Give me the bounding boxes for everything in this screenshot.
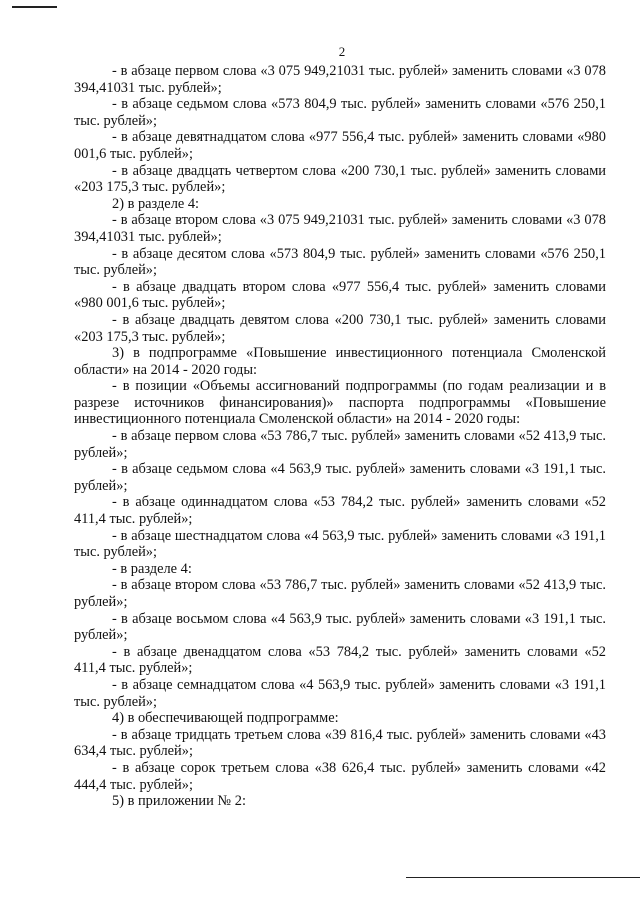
paragraph: - в абзаце тридцать третьем слова «39 816,4 тыс. рублей» заменить словами «43 634,4 тыс. рублей»; bbox=[74, 726, 606, 760]
paragraph: - в абзаце двадцать четвертом слова «200 730,1 тыс. рублей» заменить словами «203 175,3 тыс. рублей»; bbox=[74, 162, 606, 196]
paragraph: 5) в приложении № 2: bbox=[112, 793, 246, 810]
paragraph: - в абзаце сорок третьем слова «38 626,4 тыс. рублей» заменить словами «42 444,4 тыс. рублей»; bbox=[74, 759, 606, 793]
paragraph: - в абзаце седьмом слова «4 563,9 тыс. рублей» заменить словами «3 191,1 тыс. рублей»; bbox=[74, 461, 606, 494]
paragraph: - в абзаце первом слова «53 786,7 тыс. рублей» заменить словами «52 413,9 тыс. рублей»; bbox=[74, 428, 606, 461]
paragraph: - в абзаце одиннадцатом слова «53 784,2 тыс. рублей» заменить словами «52 411,4 тыс. рублей»; bbox=[74, 494, 606, 528]
document-body bbox=[74, 63, 606, 810]
paragraph: - в абзаце двадцать втором слова «977 556,4 тыс. рублей» заменить словами «980 001,6 тыс. рублей»; bbox=[74, 278, 606, 312]
paragraph: - в абзаце девятнадцатом слова «977 556,4 тыс. рублей» заменить словами «980 001,6 тыс. рублей»; bbox=[74, 129, 606, 162]
paragraph: - в абзаце двенадцатом слова «53 784,2 тыс. рублей» заменить словами «52 411,4 тыс. рублей»; bbox=[74, 643, 606, 677]
bottom-rule bbox=[406, 877, 640, 878]
page-number: 2 bbox=[338, 44, 346, 59]
paragraph: - в абзаце шестнадцатом слова «4 563,9 тыс. рублей» заменить словами «3 191,1 тыс. рублей»; bbox=[74, 527, 606, 561]
paragraph: - в разделе 4: bbox=[112, 560, 192, 577]
paragraph: 4) в обеспечивающей подпрограмме: bbox=[112, 710, 339, 727]
paragraph: - в абзаце втором слова «3 075 949,21031 тыс. рублей» заменить словами «3 078 394,41031 тыс. рублей»; bbox=[74, 212, 606, 245]
paragraph: - в абзаце двадцать девятом слова «200 730,1 тыс. рублей» заменить словами «203 175,3 тыс. рублей»; bbox=[74, 311, 606, 345]
paragraph: - в абзаце втором слова «53 786,7 тыс. рублей» заменить словами «52 413,9 тыс. рублей»; bbox=[74, 577, 606, 610]
paragraph: - в абзаце восьмом слова «4 563,9 тыс. рублей» заменить словами «3 191,1 тыс. рублей»; bbox=[74, 610, 606, 644]
paragraph: - в абзаце семнадцатом слова «4 563,9 тыс. рублей» заменить словами «3 191,1 тыс. рублей»; bbox=[74, 676, 606, 710]
paragraph: 3) в подпрограмме «Повышение инвестиционного потенциала Смоленской области» на 2014 - 2020 годы: bbox=[74, 345, 606, 378]
paragraph: - в абзаце первом слова «3 075 949,21031 тыс. рублей» заменить словами «3 078 394,41031 тыс. рублей»; bbox=[74, 63, 606, 96]
paragraph: 2) в разделе 4: bbox=[112, 195, 200, 212]
top-rule bbox=[12, 6, 57, 8]
paragraph: - в позиции «Объемы ассигнований подпрограммы (по годам реализации и в разрезе источников финансирования)» паспорта подпрограммы «Повышение инвестиционного потенциала Смоленской области» на 2014 - 2020 годы: bbox=[74, 378, 606, 428]
paragraph: - в абзаце седьмом слова «573 804,9 тыс. рублей» заменить словами «576 250,1 тыс. рублей»; bbox=[74, 96, 606, 129]
paragraph: - в абзаце десятом слова «573 804,9 тыс. рублей» заменить словами «576 250,1 тыс. рублей»; bbox=[74, 245, 606, 279]
